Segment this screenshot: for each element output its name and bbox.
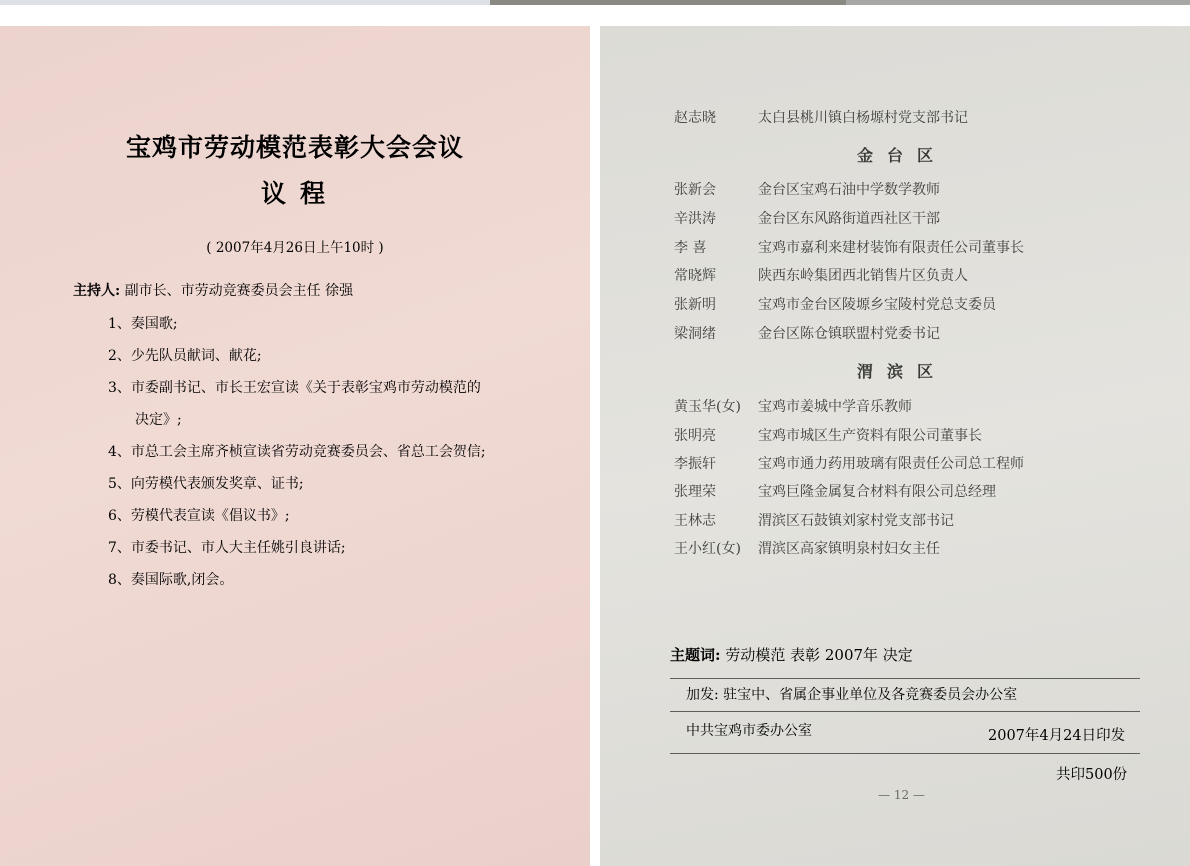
agenda-subtitle: 议程 (260, 179, 339, 208)
honoree-row (674, 208, 940, 228)
honoree-title: 宝鸡市城区生产资料有限公司董事长 (758, 428, 982, 444)
honoree-name: 李 喜 (674, 240, 707, 256)
honoree-row (674, 396, 912, 416)
honoree-title: 宝鸡市通力药用玻璃有限责任公司总工程师 (758, 456, 1024, 472)
agenda-item-continuation: 决定》; (135, 412, 182, 428)
honoree-name: 辛洪涛 (674, 211, 716, 227)
honoree-name: 张理荣 (674, 484, 716, 500)
honoree-row (674, 237, 1024, 257)
honoree-row (674, 265, 968, 285)
honoree-title: 陕西东岭集团西北销售片区负责人 (758, 268, 968, 284)
honoree-row (674, 481, 996, 501)
honoree-title: 渭滨区高家镇明泉村妇女主任 (758, 541, 940, 557)
honoree-title: 太白县桃川镇白杨塬村党支部书记 (758, 110, 968, 126)
honoree-name: 王林志 (674, 513, 716, 529)
honoree-name: 王小红(女) (674, 541, 741, 557)
district-heading-weibin: 渭滨区 (856, 362, 947, 381)
honoree-row (674, 107, 968, 127)
district-heading-jintai: 金台区 (856, 146, 947, 165)
divider-line (670, 678, 1140, 679)
honoree-title: 宝鸡市姜城中学音乐教师 (758, 399, 912, 415)
honoree-row (674, 425, 982, 445)
honoree-name: 赵志晓 (674, 110, 716, 126)
honoree-name: 梁洞绪 (674, 326, 716, 342)
honoree-title: 渭滨区石鼓镇刘家村党支部书记 (758, 513, 954, 529)
agenda-item: 6、劳模代表宣读《倡议书》; (108, 508, 290, 524)
honoree-name: 黄玉华(女) (674, 399, 741, 415)
agenda-title: 宝鸡市劳动模范表彰大会会议 (125, 133, 464, 162)
top-background-strip (0, 0, 1190, 5)
honoree-row (674, 538, 940, 558)
honoree-name: 张新明 (674, 297, 716, 313)
agenda-item: 3、市委副书记、市长王宏宣读《关于表彰宝鸡市劳动模范的 (108, 380, 481, 396)
divider-line (670, 753, 1140, 754)
honoree-row (674, 179, 940, 199)
honoree-title: 金台区宝鸡石油中学数学教师 (758, 182, 940, 198)
agenda-item: 2、少先队员献词、献花; (108, 348, 262, 364)
divider-line (670, 711, 1140, 712)
agenda-item: 5、向劳模代表颁发奖章、证书; (108, 476, 304, 492)
agenda-item: 4、市总工会主席齐桢宣读省劳动竞赛委员会、省总工会贺信; (108, 444, 486, 460)
honoree-row (674, 294, 996, 314)
carbon-copy-line: 加发: 驻宝中、省属企事业单位及各竞赛委员会办公室 (686, 687, 1018, 703)
honoree-row (674, 510, 954, 530)
honoree-title: 宝鸡巨隆金属复合材料有限公司总经理 (758, 484, 996, 500)
subject-label: 主题词: (670, 646, 721, 664)
honoree-title: 宝鸡市嘉利来建材装饰有限责任公司董事长 (758, 240, 1024, 256)
host-value: 副市长、市劳动竞赛委员会主任 徐强 (124, 283, 354, 299)
host-label: 主持人: (73, 283, 121, 299)
honoree-title: 金台区东风路街道西社区干部 (758, 211, 940, 227)
subject-value: 劳动模范 表彰 2007年 决定 (725, 646, 913, 664)
host-line (73, 280, 353, 300)
issue-date: 2007年4月24日印发 (988, 728, 1126, 744)
page-number: — 12 — (878, 788, 925, 802)
honoree-name: 常晓辉 (674, 268, 716, 284)
honoree-title: 宝鸡市金台区陵塬乡宝陵村党总支委员 (758, 297, 996, 313)
meeting-date: ( 2007年4月26日上午10时 ) (206, 240, 384, 256)
honoree-name: 李振轩 (674, 456, 716, 472)
honoree-title: 金台区陈仓镇联盟村党委书记 (758, 326, 940, 342)
agenda-item: 1、奏国歌; (108, 316, 178, 332)
top-strip-gray-segment (846, 0, 1190, 5)
issuing-office: 中共宝鸡市委办公室 (686, 723, 812, 739)
agenda-item: 7、市委书记、市人大主任姚引良讲话; (108, 540, 346, 556)
print-copies: 共印500份 (1056, 767, 1128, 783)
honoree-name: 张明亮 (674, 428, 716, 444)
agenda-item: 8、奏国际歌,闭会。 (108, 572, 234, 588)
subject-keywords (670, 644, 913, 665)
honoree-row (674, 323, 940, 343)
honoree-name: 张新会 (674, 182, 716, 198)
top-strip-dark-segment (490, 0, 846, 5)
honoree-row (674, 453, 1024, 473)
